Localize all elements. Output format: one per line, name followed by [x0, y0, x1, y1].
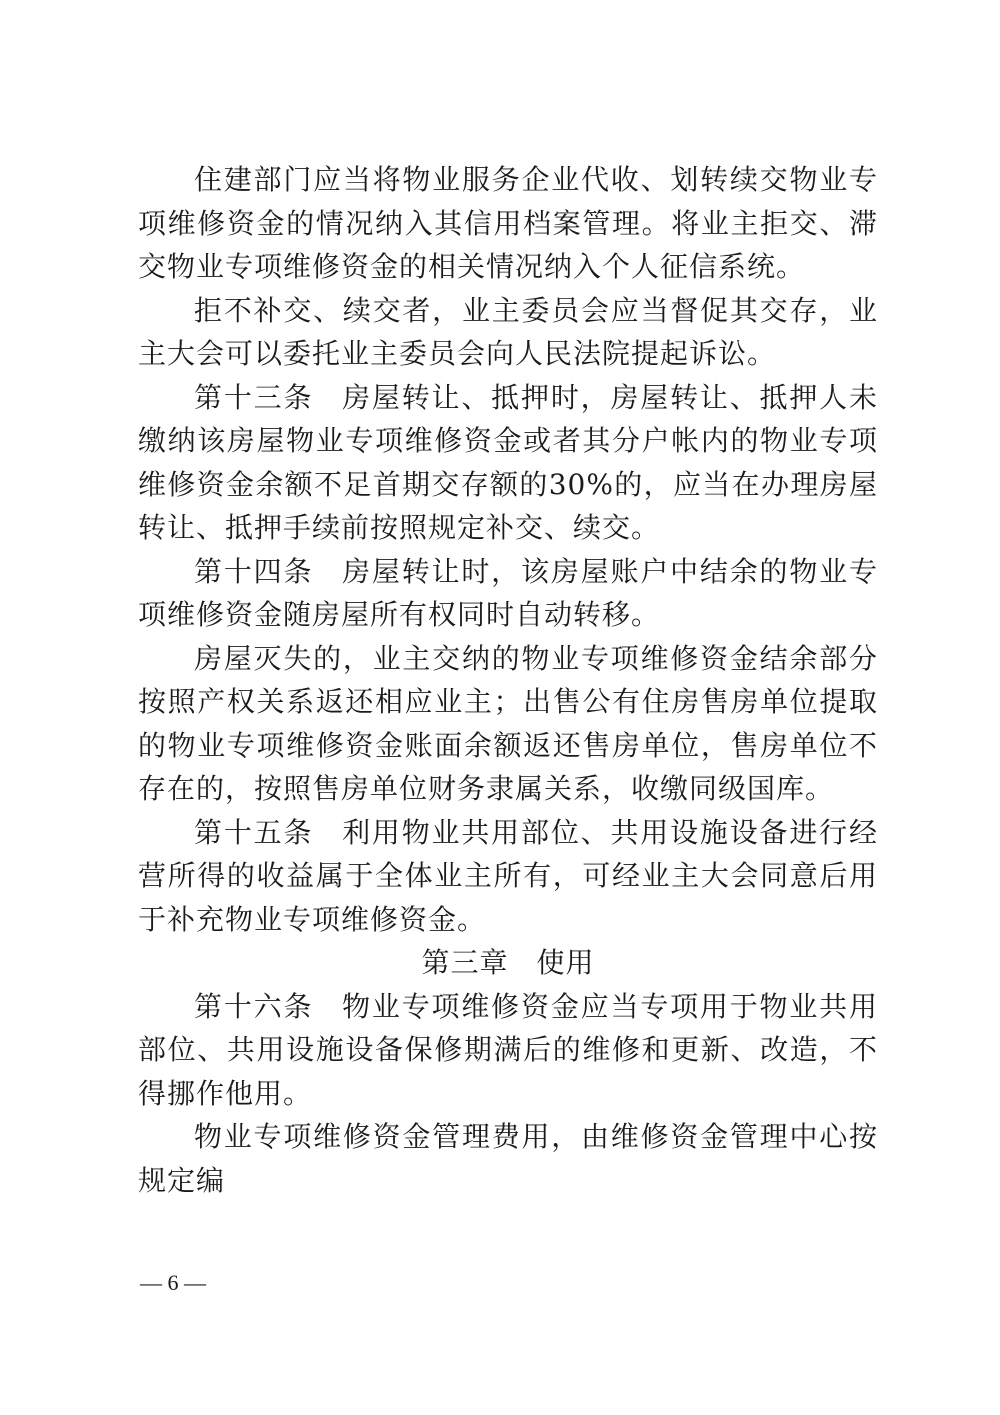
article-paragraph [138, 985, 878, 1116]
paragraph [138, 289, 878, 376]
page-number: — 6 — [140, 1270, 206, 1295]
paragraph-text: 利用物业共用部位、共用设施设备进行经营所得的收益属于全体业主所有，可经业主大会同意后用于补充物业专项维修资金。 [138, 815, 878, 936]
paragraph-text: 房屋转让、抵押时，房屋转让、抵押人未缴纳该房屋物业专项维修资金或者其分户帐内的物业专项维修资金余额不足首期交存额的30%的，应当在办理房屋转让、抵押手续前按照规定补交、续交。 [138, 380, 878, 544]
article-paragraph [138, 376, 878, 550]
paragraph-text: 物业专项维修资金应当专项用于物业共用部位、共用设施设备保修期满后的维修和更新、改造，不得挪作他用。 [138, 989, 878, 1110]
article-number: 第十三条 [194, 380, 314, 414]
article-paragraph [138, 811, 878, 942]
chapter-title: 使用 [536, 946, 595, 979]
paragraph [138, 158, 878, 289]
paragraph-text: 物业专项维修资金管理费用，由维修资金管理中心按规定编 [138, 1120, 878, 1197]
article-number: 第十四条 [194, 554, 314, 588]
article-number: 第十五条 [194, 815, 314, 849]
document-page [138, 158, 878, 1202]
article-paragraph [138, 550, 878, 637]
chapter-heading [138, 941, 878, 985]
paragraph-text: 房屋转让时，该房屋账户中结余的物业专项维修资金随房屋所有权同时自动转移。 [138, 554, 878, 631]
paragraph-text: 拒不补交、续交者，业主委员会应当督促其交存，业主大会可以委托业主委员会向人民法院提起诉讼。 [138, 293, 878, 370]
chapter-number: 第三章 [421, 946, 509, 979]
paragraph-text: 房屋灭失的，业主交纳的物业专项维修资金结余部分按照产权关系返还相应业主；出售公有住房售房单位提取的物业专项维修资金账面余额返还售房单位，售房单位不存在的，按照售房单位财务隶属关系，收缴同级国库。 [138, 641, 878, 805]
article-number: 第十六条 [194, 989, 314, 1023]
paragraph [138, 1115, 878, 1202]
paragraph [138, 637, 878, 811]
paragraph-text: 住建部门应当将物业服务企业代收、划转续交物业专项维修资金的情况纳入其信用档案管理。将业主拒交、滞交物业专项维修资金的相关情况纳入个人征信系统。 [138, 163, 878, 283]
